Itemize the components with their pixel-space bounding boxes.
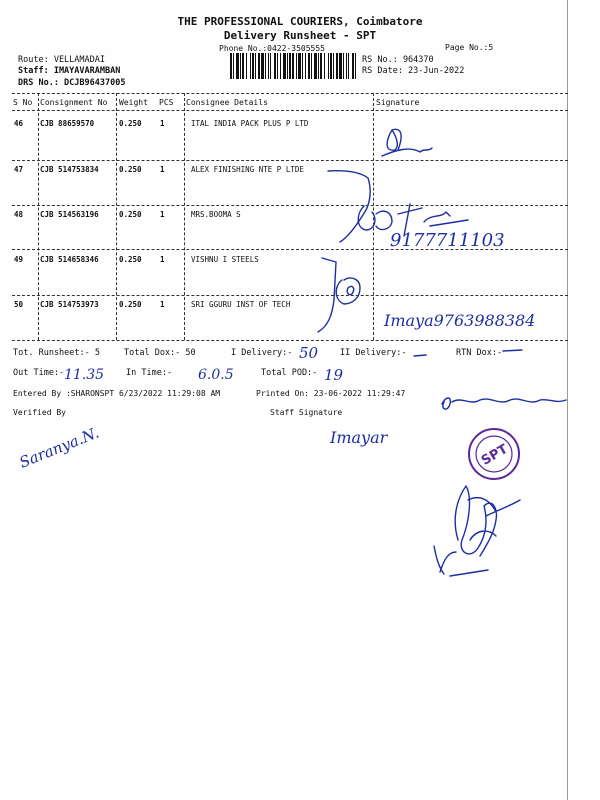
signature-row-49 [318, 258, 360, 332]
out-time: Out Time:- [13, 368, 65, 378]
out-time-handwritten: 11.35 [64, 367, 105, 383]
row-consignee: MRS.BOOMA S [191, 210, 241, 219]
total-pod: Total POD:- [261, 368, 318, 378]
row-pcs: 1 [160, 210, 165, 219]
ii-delivery-dash [414, 355, 426, 356]
row-sno: 48 [14, 210, 24, 219]
row-weight: 0.250 [119, 165, 142, 174]
row-consignment: CJB 88659570 [40, 119, 95, 128]
in-time: In Time:- [126, 368, 173, 378]
page-number: Page No.:5 [445, 43, 494, 52]
in-time-handwritten: 6.0.5 [198, 367, 234, 383]
entered-by: Entered By :SHARONSPT 6/23/2022 11:29:08 AM [13, 389, 221, 398]
col-header-consignment: Consignment No [40, 98, 108, 107]
verified-signature-handwritten: Saranya.N. [16, 423, 102, 472]
rs-date: RS Date: 23-Jun-2022 [362, 66, 465, 76]
row-weight: 0.250 [119, 300, 142, 309]
row-pcs: 1 [160, 300, 165, 309]
printed-on: Printed On: 23-06-2022 11:29:47 [256, 389, 406, 398]
tot-runsheet: Tot. Runsheet:- 5 [13, 348, 100, 358]
row-consignment: CJB 514563196 [40, 210, 99, 219]
row-consignee: VISHNU I STEELS [191, 255, 259, 264]
row-consignee: SRI GGURU INST OF TECH [191, 300, 291, 309]
verified-by-label: Verified By [13, 408, 66, 417]
ii-delivery: II Delivery:- [340, 348, 407, 358]
row-weight: 0.250 [119, 255, 142, 264]
document-title: Delivery Runsheet - SPT [223, 29, 377, 42]
col-header-pcs: PCS [159, 98, 174, 107]
large-signature [434, 486, 520, 576]
col-header-signature: Signature [376, 98, 420, 107]
staff-signature-label: Staff Signature [270, 408, 343, 417]
row-sno: 46 [14, 119, 24, 128]
col-header-sno: S No [13, 98, 33, 107]
spt-stamp [466, 426, 522, 482]
phone-note-handwritten: Imaya9763988384 [384, 311, 536, 330]
staff-signature-scribble [442, 398, 566, 409]
rs-number: RS No.: 964370 [362, 55, 434, 65]
drs-number: DRS No.: DCJB96437005 [18, 78, 126, 88]
phone-number: Phone No.:0422-3505555 [219, 44, 325, 53]
pod-handwritten: 19 [324, 366, 344, 384]
row-pcs: 1 [160, 119, 165, 128]
row-sno: 47 [14, 165, 24, 174]
row-consignee: ITAL INDIA PACK PLUS P LTD [191, 119, 309, 128]
row-consignment: CJB 514658346 [40, 255, 99, 264]
col-header-weight: Weight [119, 98, 148, 107]
signature-row-46 [382, 129, 432, 156]
col-header-consignee: Consignee Details [186, 98, 268, 107]
rtn-dox-dash [503, 350, 522, 351]
total-dox: Total Dox:- 50 [124, 348, 196, 358]
spt-stamp-text: SPT [478, 441, 511, 469]
i-delivery-handwritten: 50 [299, 344, 319, 362]
route-label: Route: VELLAMADAI [18, 55, 105, 65]
row-consignee: ALEX FINISHING NTE P LTDE [191, 165, 304, 174]
staff-signature-handwritten: Imayar [330, 428, 388, 447]
row-sno: 50 [14, 300, 24, 309]
row-weight: 0.250 [119, 119, 142, 128]
company-title: THE PROFESSIONAL COURIERS, Coimbatore [177, 15, 423, 28]
signature-row-48-digits: 9177711103 [390, 230, 505, 251]
row-pcs: 1 [160, 255, 165, 264]
i-delivery: I Delivery:- [231, 348, 293, 358]
row-consignment: CJB 514753834 [40, 165, 99, 174]
rtn-dox: RTN Dox:- [456, 348, 503, 358]
row-weight: 0.250 [119, 210, 142, 219]
row-sno: 49 [14, 255, 24, 264]
row-pcs: 1 [160, 165, 165, 174]
row-consignment: CJB 514753973 [40, 300, 99, 309]
staff-label: Staff: IMAYAVARAMBAN [18, 66, 121, 76]
